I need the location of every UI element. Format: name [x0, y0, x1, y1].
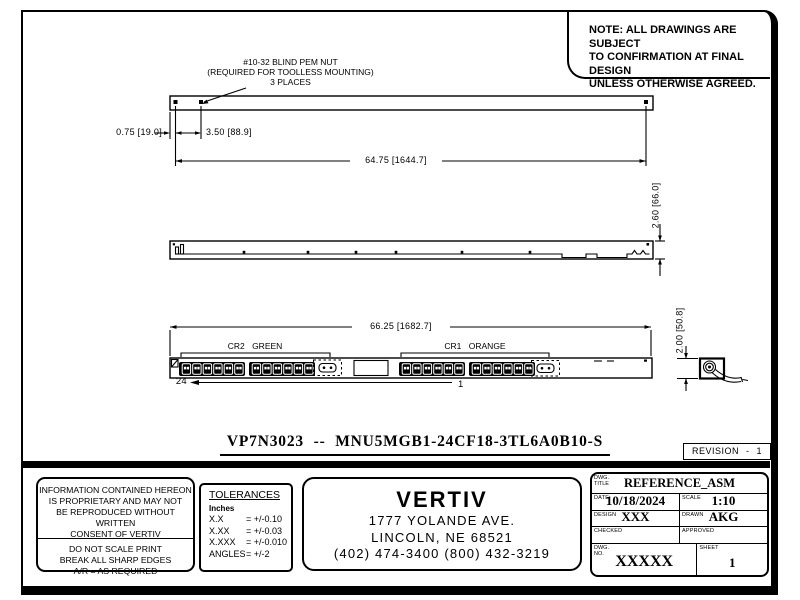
company-address-line: LINCOLN, NE 68521	[371, 529, 513, 545]
outlet-graphic	[407, 367, 409, 370]
pem-nut	[174, 100, 178, 104]
dwg-no-label-line: DWG.	[594, 545, 609, 551]
date-scale-row	[592, 494, 767, 511]
circuit-label-cr2: CR2 GREEN	[227, 341, 283, 351]
front-view-annotations	[170, 325, 651, 385]
tolerance-row	[209, 526, 291, 538]
company-box	[302, 477, 582, 571]
outlet-graphic	[474, 367, 476, 370]
outlet-bank-cr1-b	[469, 362, 535, 376]
proprietary-line: CONSENT OF VERTIV	[70, 529, 161, 539]
company-address-line: 1777 YOLANDE AVE.	[368, 513, 516, 528]
outlet-graphic	[508, 367, 510, 370]
outlet-graphic	[498, 367, 500, 370]
proprietary-line: IS PROPRIETARY AND MAY NOT	[48, 496, 183, 506]
outlet-graphic	[187, 367, 189, 370]
part-number: VP7N3023 -- MNU5MGB1-24CF18-3TL6A0B10-S	[220, 433, 610, 456]
outlet-graphic	[306, 367, 308, 370]
drawn-value: AKG	[708, 509, 739, 524]
scale-label: SCALE	[682, 495, 702, 501]
power-cord	[712, 370, 748, 383]
outlet-graphic	[215, 367, 217, 370]
note-line: TO CONFIRMATION AT FINAL DESIGN	[589, 51, 744, 77]
tolerance-row	[209, 549, 291, 561]
scale-cell	[680, 494, 767, 510]
handling-line: DO NOT SCALE PRINT	[68, 544, 162, 554]
outlet-bank-cr2-b	[249, 362, 315, 376]
outlet-graphic	[456, 367, 458, 370]
outlet-graphic	[435, 367, 437, 370]
outlet-graphic	[519, 367, 521, 370]
note-line: UNLESS OTHERWISE AGREED.	[589, 78, 756, 90]
top-view	[170, 96, 653, 110]
proprietary-notice-box	[36, 477, 195, 576]
pem-nut-callout	[193, 57, 388, 87]
design-cell	[592, 511, 680, 526]
front-view	[170, 358, 652, 378]
outlet-graphic	[197, 367, 199, 370]
tolerance-label: ANGLES	[209, 548, 246, 559]
design-value: XXX	[621, 509, 650, 524]
outlet-graphic	[288, 367, 290, 370]
proprietary-line: BE REPRODUCED WITHOUT WRITTEN	[56, 507, 175, 528]
tolerance-row	[209, 537, 291, 549]
outlet-graphic	[459, 367, 461, 370]
outlet-graphic	[417, 367, 419, 370]
outlet-graphic	[296, 367, 298, 370]
outlet-graphic	[495, 367, 497, 370]
cord-grommet-icon	[704, 361, 716, 373]
outlet-graphic	[449, 367, 451, 370]
outlet-graphic	[516, 367, 518, 370]
outlet-graphic	[229, 367, 231, 370]
outlet-graphic	[267, 367, 269, 370]
outlet-graphic	[438, 367, 440, 370]
outlet-graphic	[275, 367, 277, 370]
callout-line: 3 PLACES	[270, 77, 311, 87]
dwg-title-label	[594, 476, 609, 487]
checked-approved-row	[592, 527, 767, 544]
dwg-no-label-line: NO.	[594, 550, 604, 557]
outlet-graphic	[208, 367, 210, 370]
tolerance-value: = +/-0.10	[246, 514, 283, 524]
outlet-graphic	[184, 367, 186, 370]
tolerance-row	[209, 514, 291, 526]
company-phone: (402) 474-3400 (800) 432-3219	[333, 546, 551, 561]
outlet-graphic	[446, 367, 448, 370]
outlet-graphic	[299, 367, 301, 370]
tolerance-label: X.XX	[209, 525, 230, 536]
dim-nut-spacing: 3.50 [88.9]	[206, 127, 252, 137]
company-name: VERTIV	[396, 487, 488, 512]
tolerance-label: X.X	[209, 514, 224, 524]
title-block	[590, 472, 769, 577]
accessory-port-icon	[532, 361, 560, 377]
pem-nut	[644, 100, 648, 104]
title-row	[592, 474, 767, 494]
dim-end-offset: 0.75 [19.0]	[116, 127, 162, 137]
note-line: NOTE: ALL DRAWINGS ARE SUBJECT	[589, 24, 737, 50]
dwg-no-label	[594, 546, 609, 557]
scale-value: 1:10	[711, 493, 736, 508]
tolerance-value: = +/-2	[246, 548, 270, 559]
tolerances-units: Inches	[209, 503, 235, 513]
outlet-graphic	[254, 367, 256, 370]
proprietary-line: INFORMATION CONTAINED HEREON	[39, 485, 192, 495]
breaker-panel	[354, 361, 388, 376]
outlet-graphic	[526, 367, 528, 370]
drawing-title: REFERENCE_ASM	[623, 476, 736, 490]
checked-cell	[592, 527, 680, 543]
dim-mounting-length: 64.75 [1644.7]	[350, 155, 442, 165]
revision-box: REVISION - 1	[683, 443, 771, 460]
outlet-graphic	[404, 367, 406, 370]
date-label: DATE	[594, 495, 610, 501]
dim-height: 2.60 [66.0]	[650, 182, 661, 229]
accessory-port-icon	[314, 360, 342, 376]
dwg-no-value: XXXXX	[615, 553, 674, 570]
callout-line: #10-32 BLIND PEM NUT	[243, 57, 338, 67]
outlet-graphic	[205, 367, 207, 370]
outlet-graphic	[239, 367, 241, 370]
outlet-bank-cr1-a	[399, 362, 465, 376]
design-label: DESIGN	[594, 512, 617, 518]
outlet-graphic	[278, 367, 280, 370]
circuit-label-cr1: CR1 ORANGE	[444, 341, 506, 351]
tolerance-label: X.XXX	[209, 537, 236, 547]
outlet-bank-cr2-a	[179, 362, 245, 376]
handling-line: A/R = AS REQUIRED	[73, 566, 158, 576]
tolerance-value: = +/-0.03	[246, 525, 283, 536]
sheet-value: 1	[728, 555, 736, 570]
outlet-number-last: 24	[175, 376, 187, 387]
outlet-graphic	[194, 367, 196, 370]
handling-notes	[38, 539, 193, 577]
drawn-cell	[680, 511, 767, 526]
outlet-graphic	[505, 367, 507, 370]
outlet-graphic	[414, 367, 416, 370]
outlet-graphic	[428, 367, 430, 370]
drawn-label: DRAWN	[682, 512, 704, 518]
handling-line: BREAK ALL SHARP EDGES	[59, 555, 172, 565]
outlet-graphic	[226, 367, 228, 370]
callout-line: (REQUIRED FOR TOOLLESS MOUNTING)	[207, 67, 374, 77]
approved-cell	[680, 527, 767, 543]
outlet-graphic	[425, 367, 427, 370]
date-cell	[592, 494, 680, 510]
tolerances-box	[199, 483, 293, 572]
checked-label: CHECKED	[594, 528, 623, 534]
dwg-no-cell	[592, 544, 697, 576]
outlet-graphic	[477, 367, 479, 370]
dwgno-sheet-row	[592, 544, 767, 576]
tolerance-value: = +/-0.010	[246, 537, 288, 547]
outlet-graphic	[218, 367, 220, 370]
outlet-graphic	[487, 367, 489, 370]
approved-label: APPROVED	[682, 528, 715, 534]
tolerances-title: TOLERANCES	[209, 489, 280, 501]
pem-nut	[199, 100, 203, 104]
sheet-label: SHEET	[699, 545, 719, 551]
sheet-cell	[697, 544, 767, 576]
dwg-title-label-line: DWG.	[594, 475, 609, 481]
end-view	[700, 359, 748, 383]
outlet-graphic	[257, 367, 259, 370]
dim-overall-length: 66.25 [1682.7]	[352, 321, 450, 331]
dwg-title-label-line: TITLE	[594, 480, 609, 487]
outlet-graphic	[264, 367, 266, 370]
outlet-number-first: 1	[458, 379, 464, 390]
outlet-graphic	[285, 367, 287, 370]
dim-depth: 2.00 [50.8]	[674, 307, 685, 353]
outlet-graphic	[236, 367, 238, 370]
outlet-graphic	[309, 367, 311, 370]
date-value: 10/18/2024	[605, 493, 666, 508]
side-view	[170, 241, 653, 259]
outlet-graphic	[484, 367, 486, 370]
design-drawn-row	[592, 511, 767, 527]
proprietary-text	[38, 479, 193, 539]
